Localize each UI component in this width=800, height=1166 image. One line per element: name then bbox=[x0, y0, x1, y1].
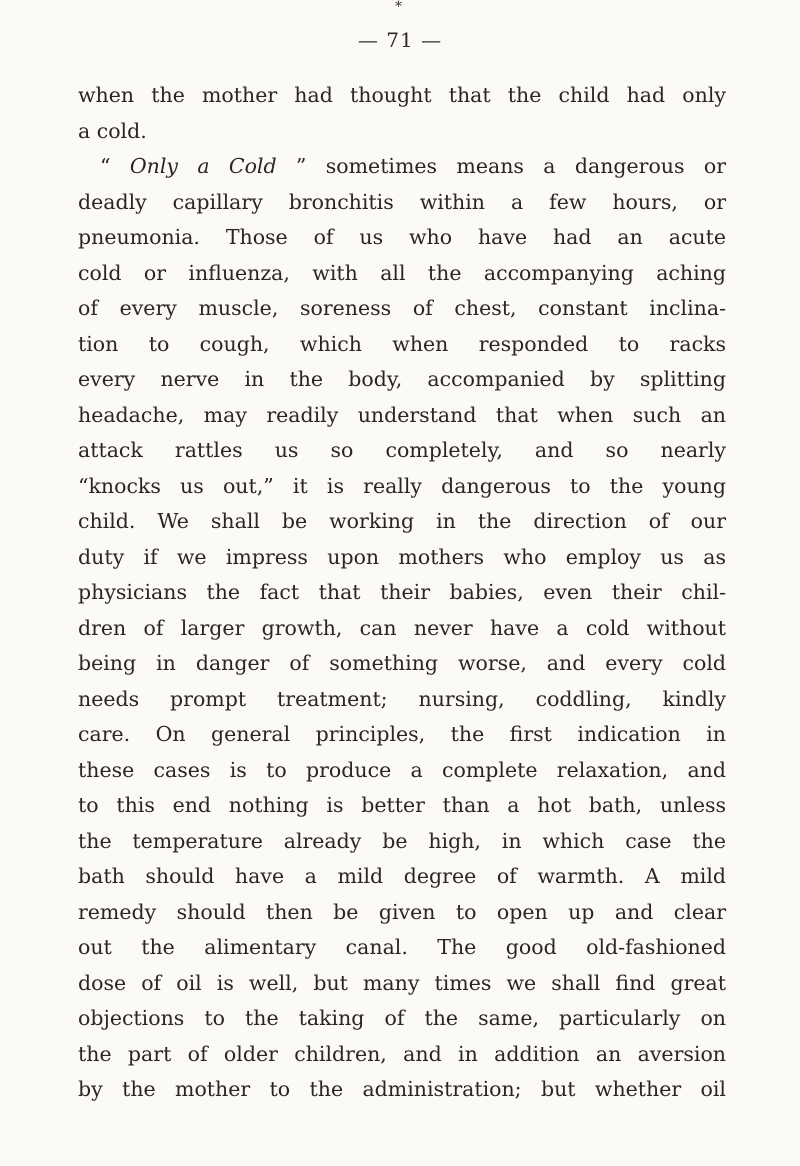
text-line: objections to the taking of the same, particularly on bbox=[78, 1006, 726, 1030]
text-line: duty if we impress upon mothers who employ us as bbox=[78, 544, 726, 569]
text-line: remedy should then be given to open up and clear bbox=[78, 899, 726, 924]
text-line: tion to cough, which when responded to racks bbox=[78, 331, 726, 356]
text-line: the part of older children, and in addition an aversion bbox=[78, 1041, 726, 1066]
text-line: the temperature already be high, in which case the bbox=[78, 828, 726, 853]
text-line: a cold. bbox=[78, 118, 147, 143]
text-line: these cases is to produce a complete relaxation, and bbox=[78, 757, 726, 782]
text-line: “knocks us out,” it is really dangerous to the young bbox=[78, 473, 726, 498]
text-line: care. On general principles, the first indication in bbox=[78, 722, 726, 746]
text-line: of every muscle, soreness of chest, constant inclina- bbox=[78, 296, 726, 320]
text-line: child. We shall be working in the direction of our bbox=[78, 509, 726, 533]
line-remainder: ” sometimes means a dangerous or bbox=[276, 154, 726, 178]
page-number: — 71 — bbox=[357, 28, 443, 52]
text-line: headache, may readily understand that when such an bbox=[78, 402, 726, 427]
text-line: pneumonia. Those of us who have had an acute bbox=[78, 225, 726, 249]
text-line: deadly capillary bronchitis within a few hours, or bbox=[78, 189, 726, 214]
body-text bbox=[78, 78, 726, 1108]
text-line: when the mother had thought that the child had only bbox=[78, 83, 726, 107]
text-line: by the mother to the administration; but whether oil bbox=[78, 1077, 726, 1101]
text-line: bath should have a mild degree of warmth. A mild bbox=[78, 864, 726, 888]
text-line: dren of larger growth, can never have a cold without bbox=[78, 615, 726, 640]
text-line: out the alimentary canal. The good old-fashioned bbox=[78, 935, 726, 959]
text-line bbox=[78, 149, 726, 185]
text-line: to this end nothing is better than a hot bath, unless bbox=[78, 793, 726, 817]
text-line: needs prompt treatment; nursing, coddling, kindly bbox=[78, 686, 726, 711]
printer-mark: * bbox=[395, 0, 402, 15]
text-line: attack rattles us so completely, and so nearly bbox=[78, 438, 726, 462]
text-line: being in danger of something worse, and every cold bbox=[78, 651, 726, 675]
italic-phrase: Only a Cold bbox=[129, 154, 277, 178]
open-quote: “ bbox=[100, 154, 130, 178]
text-line: every nerve in the body, accompanied by splitting bbox=[78, 367, 726, 391]
text-line: physicians the fact that their babies, even their chil- bbox=[78, 580, 726, 604]
text-line: cold or influenza, with all the accompanying aching bbox=[78, 260, 726, 285]
text-line: dose of oil is well, but many times we shall find great bbox=[78, 970, 726, 995]
